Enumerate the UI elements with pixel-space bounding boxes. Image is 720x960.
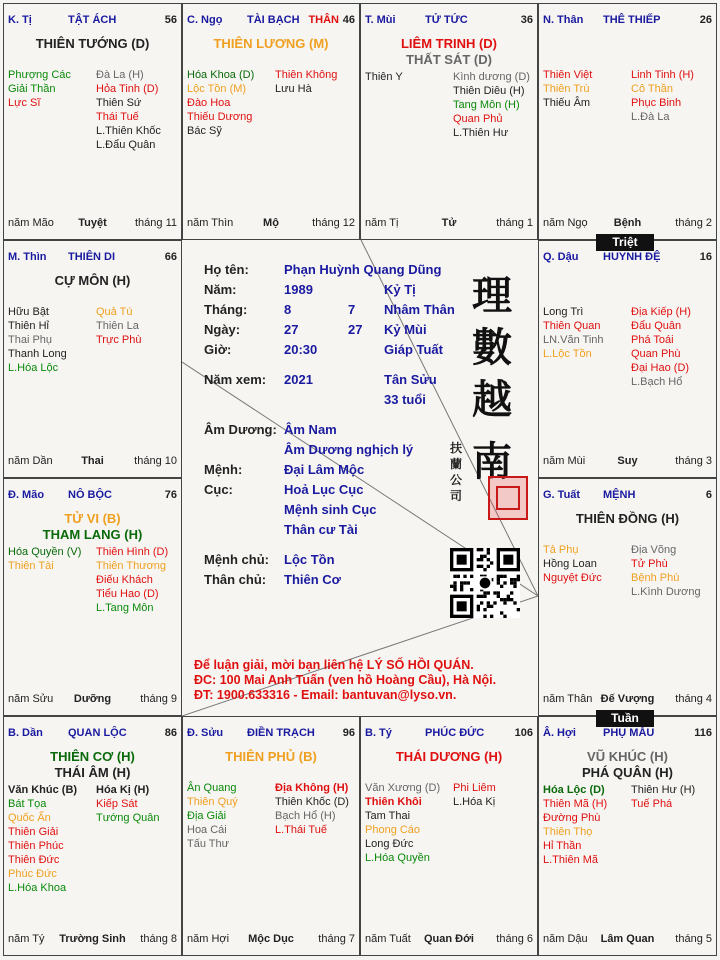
- left-stars: [543, 783, 607, 867]
- star: Hóa Kị (H): [96, 784, 150, 796]
- palace-hoi: [538, 716, 717, 956]
- palace-month: tháng 5: [675, 933, 712, 945]
- palace-phase: Trường Sinh: [59, 933, 126, 945]
- star: Địa Võng: [631, 544, 677, 556]
- star: Bát Tọa: [8, 798, 47, 810]
- star: Hóa Lộc (D): [543, 784, 605, 796]
- palace-name: HUYNH ĐỆ: [603, 251, 661, 263]
- right-stars: [275, 68, 337, 96]
- palace-month: tháng 2: [675, 217, 712, 229]
- palace-month: tháng 6: [496, 933, 533, 945]
- palace-year: năm Tị: [365, 217, 399, 229]
- palace-name: TÀI BẠCH: [247, 14, 300, 26]
- star: Văn Xương (D): [365, 782, 441, 794]
- thanchu-label: Thân chủ:: [204, 572, 267, 587]
- hour-canchi: Giáp Tuất: [384, 342, 443, 357]
- star: Điếu Khách: [96, 574, 153, 586]
- palace-phase: Quan Đới: [424, 933, 474, 945]
- star: Thiên Quý: [187, 796, 238, 808]
- star: Giải Thần: [8, 83, 56, 95]
- palace-phase: Bệnh: [613, 217, 642, 229]
- center-info-panel: [182, 240, 538, 716]
- star: Thái Tuế: [96, 111, 139, 123]
- palace-tuat: [538, 478, 717, 716]
- palace-phase: Suy: [617, 455, 638, 467]
- palace-suu: [182, 716, 360, 956]
- star: Thiếu Dương: [187, 111, 253, 123]
- star: Thiên Việt: [543, 69, 593, 81]
- palace-phase: Đế Vượng: [600, 693, 655, 705]
- star: Đại Hao (D): [631, 362, 690, 374]
- palace-branch: T. Mùi: [365, 14, 396, 26]
- star: Quan Phù: [631, 348, 681, 360]
- star: Tướng Quân: [96, 812, 160, 824]
- main-star: THIÊN PHỦ (B): [225, 749, 317, 764]
- main-star: THIÊN CƠ (H): [50, 749, 135, 764]
- star: Lưu Hà: [275, 83, 312, 95]
- seal-side-text: 扶 蘭 公 司: [450, 441, 463, 503]
- main-star: THIÊN TƯỚNG (D): [35, 36, 150, 51]
- palace-name: MỆNH: [603, 489, 636, 501]
- right-stars: [453, 781, 496, 809]
- palace-age: 56: [164, 14, 177, 26]
- palace-phase: Dưỡng: [73, 693, 112, 705]
- star: Phúc Đức: [8, 868, 57, 880]
- palace-phase: Mộc Dục: [248, 933, 294, 945]
- menh-label: Mệnh:: [204, 462, 243, 477]
- star: Tang Môn (H): [453, 99, 520, 111]
- star: L.Đà La: [631, 111, 670, 123]
- star: L.Hóa Kị: [453, 796, 496, 808]
- palace-year: năm Dậu: [543, 933, 588, 945]
- palace-month: tháng 7: [318, 933, 355, 945]
- left-stars: [187, 68, 254, 138]
- contact-line-1: Để luận giải, mời bạn liên hệ LÝ SỐ HỒI QUÁN.: [194, 658, 474, 672]
- triet-tag: Triệt: [596, 234, 654, 251]
- star: Lực Sĩ: [8, 97, 41, 109]
- star: Tấu Thư: [187, 838, 230, 850]
- star: Cô Thần: [631, 83, 673, 95]
- amduong-value: Âm Nam: [284, 422, 337, 437]
- star: Thiên Y: [365, 71, 403, 83]
- star: Đẩu Quân: [631, 320, 682, 332]
- star: Hóa Quyền (V): [8, 546, 82, 558]
- palace-year: năm Hợi: [187, 933, 230, 945]
- palace-phase: Tuyệt: [78, 217, 107, 229]
- palace-name: NÔ BỘC: [68, 489, 112, 501]
- cuc-value: Hoả Lục Cục: [284, 482, 364, 497]
- main-star: THẤT SÁT (D): [406, 52, 492, 67]
- star: L.Hóa Quyền: [365, 852, 430, 864]
- star: Đường Phù: [543, 812, 601, 824]
- star: Thiên Thương: [96, 560, 167, 572]
- star: Quốc Ấn: [8, 812, 51, 824]
- day-canchi: Kỷ Mùi: [384, 322, 427, 337]
- palace-age: 106: [514, 727, 533, 739]
- month-solar: 8: [284, 302, 292, 317]
- star: L.Thiên Hư: [453, 127, 509, 139]
- palace-age: 96: [342, 727, 355, 739]
- star: Thiên Diêu (H): [453, 85, 525, 97]
- day-lunar: 27: [348, 322, 363, 337]
- star: Trực Phù: [96, 334, 142, 346]
- star: Hóa Khoa (D): [187, 69, 255, 81]
- main-star: THAM LANG (H): [42, 527, 143, 542]
- palace-month: tháng 3: [675, 455, 712, 467]
- palace-phase: Mộ: [263, 217, 279, 229]
- palace-month: tháng 1: [496, 217, 533, 229]
- star: L.Kình Dương: [631, 586, 701, 598]
- star: Phi Liêm: [453, 782, 496, 794]
- star: Thiên Phúc: [8, 840, 64, 852]
- left-stars: [365, 70, 403, 84]
- star: Hỏa Tinh (D): [96, 83, 159, 95]
- cuc-value2: Mệnh sinh Cục: [284, 502, 377, 517]
- menh-value: Đại Lâm Mộc: [284, 462, 365, 477]
- star: Quan Phủ: [453, 113, 503, 125]
- palace-year: năm Ngọ: [543, 217, 588, 229]
- star: Thiên Thọ: [543, 826, 593, 838]
- star: Hỉ Thần: [543, 840, 582, 852]
- palace-month: tháng 4: [675, 693, 712, 705]
- star: Lộc Tồn (M): [187, 83, 247, 95]
- star: L.Thiên Khốc: [96, 125, 161, 137]
- star: Thiếu Âm: [543, 97, 591, 109]
- main-star: THIÊN LƯƠNG (M): [213, 36, 329, 51]
- star: Tam Thai: [365, 810, 411, 822]
- palace-name: TẬT ÁCH: [68, 14, 117, 26]
- main-star: THÁI DƯƠNG (H): [395, 749, 503, 764]
- palace-age: 26: [699, 14, 712, 26]
- contact-block: [194, 658, 496, 703]
- tuan-tag: Tuần: [596, 710, 654, 727]
- right-stars: [631, 543, 701, 599]
- hour-label: Giờ:: [204, 342, 232, 357]
- left-stars: [543, 68, 592, 110]
- palace-age: 6: [705, 489, 712, 501]
- star: L.Bạch Hổ: [631, 376, 683, 388]
- right-stars: [275, 781, 349, 837]
- palace-branch: Đ. Sửu: [187, 727, 224, 739]
- cuc-value3: Thân cư Tài: [284, 522, 358, 537]
- month-canchi: Nhâm Thân: [384, 302, 455, 317]
- star: Linh Tinh (H): [631, 69, 694, 81]
- star: Thiên Khốc (D): [275, 796, 349, 808]
- star: Thiên Mã (H): [543, 798, 608, 810]
- palace-age: 36: [520, 14, 533, 26]
- star: Văn Khúc (B): [8, 784, 78, 796]
- palace-than: [538, 3, 717, 240]
- month-lunar: 7: [348, 302, 356, 317]
- view-age: 33 tuổi: [384, 392, 426, 407]
- star: Địa Kiếp (H): [631, 306, 691, 318]
- calligraphy-2: 數: [472, 324, 512, 371]
- cuc-label: Cục:: [204, 482, 233, 497]
- menhchu-label: Mệnh chủ:: [204, 552, 269, 567]
- star: Hoa Cái: [187, 824, 227, 836]
- star: Thiên Không: [275, 69, 338, 81]
- palace-mui: [360, 3, 538, 240]
- calligraphy-4: 南: [472, 438, 512, 485]
- star: Kiếp Sát: [96, 798, 138, 810]
- left-stars: [543, 543, 602, 585]
- palace-dan: [3, 716, 182, 956]
- left-stars: [8, 68, 71, 110]
- star: Quả Tú: [96, 306, 133, 318]
- right-stars: [453, 70, 530, 140]
- right-stars: [631, 68, 694, 124]
- qr-code[interactable]: [450, 548, 520, 618]
- palace-name: THÊ THIẾP: [603, 14, 661, 26]
- palace-dau: [538, 240, 717, 478]
- calligraphy-1: 理: [472, 272, 512, 319]
- palace-age: 46: [342, 14, 355, 26]
- palace-age: 86: [164, 727, 177, 739]
- star: Phong Cáo: [365, 824, 421, 836]
- right-stars: [96, 545, 168, 615]
- hour-value: 20:30: [284, 342, 318, 357]
- right-stars: [96, 305, 141, 347]
- year-label: Năm:: [204, 282, 237, 297]
- star: Địa Không (H): [275, 782, 349, 794]
- star: Hồng Loan: [543, 558, 597, 570]
- star: Thiên Trù: [543, 83, 590, 95]
- star: Nguyệt Đức: [543, 572, 602, 584]
- star: Thiên Hư (H): [631, 784, 696, 796]
- main-star: PHÁ QUÂN (H): [582, 765, 673, 780]
- star: Tả Phụ: [543, 544, 579, 556]
- star: Kình dương (D): [453, 71, 530, 83]
- main-star: THIÊN ĐỒNG (H): [575, 511, 680, 526]
- calligraphy-3: 越: [472, 376, 512, 423]
- palace-year: năm Mùi: [543, 455, 586, 467]
- view-year-label: Năm xem:: [204, 372, 267, 387]
- star: L.Lộc Tồn: [543, 348, 592, 360]
- palace-year: năm Dần: [8, 455, 53, 467]
- palace-branch: Q. Dậu: [543, 251, 579, 263]
- palace-year: năm Sửu: [8, 693, 54, 705]
- palace-name: THIÊN DI: [68, 251, 116, 263]
- palace-ty: [360, 716, 538, 956]
- palace-branch: Â. Hợi: [543, 727, 576, 739]
- star: Phục Binh: [631, 97, 682, 109]
- palace-name: PHỤ MẪU: [603, 727, 655, 739]
- day-solar: 27: [284, 322, 299, 337]
- name-label: Họ tên:: [204, 262, 249, 277]
- star: Thiên Sứ: [96, 97, 142, 109]
- star: L.Hóa Lộc: [8, 362, 59, 374]
- star: Long Đức: [365, 838, 414, 850]
- star: Tiểu Hao (D): [96, 588, 159, 600]
- palace-name: TỬ TỨC: [425, 14, 468, 26]
- palace-mao: [3, 478, 182, 716]
- view-year-canchi: Tân Sửu: [384, 372, 437, 387]
- star: Thiên Tài: [8, 560, 54, 572]
- palace-phase: Tử: [441, 217, 457, 229]
- star: Thiên Quan: [543, 320, 601, 332]
- palace-year: năm Thìn: [187, 217, 234, 229]
- main-star: CỰ MÔN (H): [54, 273, 131, 288]
- star: L.Thiên Mã: [543, 854, 599, 866]
- contact-line-3: ĐT: 1900.633316 - Email: bantuvan@lyso.vn.: [194, 688, 457, 702]
- palace-branch: B. Dần: [8, 727, 43, 739]
- star: L.Hóa Khoa: [8, 882, 67, 894]
- star: Thiên Giải: [8, 826, 59, 838]
- palace-month: tháng 9: [140, 693, 177, 705]
- palace-ngo: [182, 3, 360, 240]
- palace-branch: M. Thìn: [8, 251, 47, 263]
- star: Ân Quang: [187, 782, 237, 794]
- palace-month: tháng 10: [134, 455, 177, 467]
- palace-phase: Lâm Quan: [600, 933, 655, 945]
- palace-name: QUAN LỘC: [68, 727, 127, 739]
- palace-branch: G. Tuất: [543, 489, 581, 501]
- star: Địa Giải: [187, 810, 227, 822]
- main-star: THÁI ÂM (H): [54, 765, 131, 780]
- left-stars: [8, 305, 67, 375]
- main-star: LIÊM TRINH (D): [400, 36, 498, 51]
- palace-branch: Đ. Mão: [8, 489, 45, 501]
- star: Thiên Khôi: [365, 796, 422, 808]
- star: Tuế Phá: [631, 798, 673, 810]
- star: Tử Phù: [631, 558, 668, 570]
- left-stars: [8, 545, 81, 573]
- than-badge: THÂN: [308, 14, 339, 26]
- right-stars: [96, 68, 161, 152]
- year-value: 1989: [284, 282, 313, 297]
- view-year-value: 2021: [284, 372, 313, 387]
- left-stars: [187, 781, 238, 851]
- star: Thiên Hỉ: [8, 320, 49, 332]
- star: Đào Hoa: [187, 97, 231, 109]
- palace-name: PHÚC ĐỨC: [425, 727, 485, 739]
- palace-phase: Thai: [81, 455, 104, 467]
- star: Phá Toái: [631, 334, 674, 346]
- main-star: TỬ VI (B): [64, 511, 121, 526]
- amduong-label: Âm Dương:: [204, 422, 277, 437]
- palace-branch: C. Ngọ: [187, 14, 223, 26]
- star: Đà La (H): [96, 69, 144, 81]
- palace-branch: B. Tý: [365, 727, 392, 739]
- right-stars: [631, 305, 691, 389]
- amduong-value2: Âm Dương nghịch lý: [284, 442, 414, 457]
- star: L.Đẩu Quân: [96, 139, 156, 151]
- thanchu-value: Thiên Cơ: [284, 572, 341, 587]
- star: LN.Văn Tinh: [543, 334, 604, 346]
- star: Bác Sỹ: [187, 125, 222, 137]
- star: Bệnh Phù: [631, 572, 680, 584]
- palace-age: 16: [699, 251, 712, 263]
- star: Phượng Các: [8, 69, 71, 81]
- left-stars: [365, 781, 440, 865]
- palace-age: 66: [164, 251, 177, 263]
- palace-year: năm Thân: [543, 693, 593, 705]
- palace-name: ĐIỀN TRẠCH: [247, 727, 315, 739]
- star: Thiên La: [96, 320, 139, 332]
- right-stars: [631, 783, 695, 811]
- contact-line-2: ĐC: 100 Mai Anh Tuấn (ven hồ Hoàng Cầu), Hà Nội.: [194, 673, 497, 687]
- palace-year: năm Tý: [8, 933, 45, 945]
- right-stars: [96, 783, 160, 825]
- palace-ti: [3, 3, 182, 240]
- palace-age: 76: [164, 489, 177, 501]
- palace-branch: N. Thân: [543, 14, 584, 26]
- palace-month: tháng 12: [312, 217, 355, 229]
- star: Thiên Hình (D): [96, 546, 169, 558]
- palace-branch: K. Tị: [8, 14, 32, 26]
- palace-month: tháng 11: [134, 217, 177, 229]
- star: L.Tang Môn: [96, 602, 154, 614]
- palace-year: năm Mão: [8, 217, 54, 229]
- left-stars: [543, 305, 604, 361]
- star: Long Trì: [543, 306, 584, 318]
- star: Bạch Hổ (H): [275, 810, 336, 822]
- star: Thanh Long: [8, 348, 67, 360]
- star: Hữu Bật: [8, 306, 49, 318]
- palace-thin: [3, 240, 182, 478]
- day-label: Ngày:: [204, 322, 241, 337]
- menhchu-value: Lộc Tồn: [284, 552, 335, 567]
- red-seal-stamp: [488, 476, 528, 520]
- year-canchi: Kỷ Tị: [384, 282, 416, 297]
- star: L.Thái Tuế: [275, 824, 327, 836]
- palace-year: năm Tuất: [365, 933, 411, 945]
- palace-age: 116: [694, 727, 712, 739]
- star: Thiên Đức: [8, 854, 60, 866]
- palace-month: tháng 8: [140, 933, 177, 945]
- month-label: Tháng:: [204, 302, 248, 317]
- left-stars: [8, 783, 77, 895]
- star: Thai Phụ: [8, 334, 53, 346]
- name-value: Phạn Huỳnh Quang Dũng: [284, 262, 442, 277]
- main-star: VŨ KHÚC (H): [587, 749, 668, 764]
